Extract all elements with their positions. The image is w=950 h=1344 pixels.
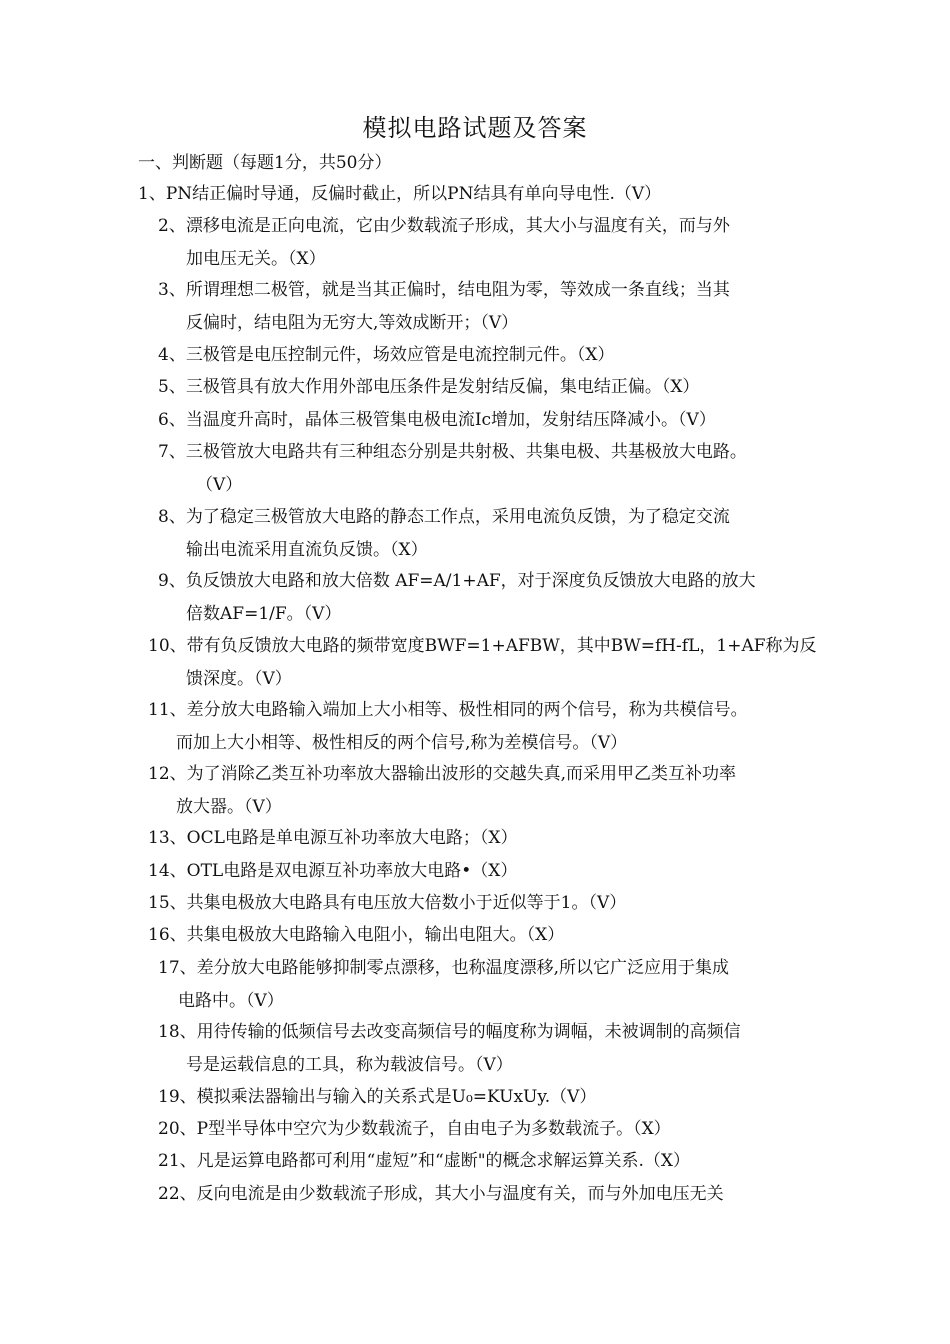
question-text: 9、负反馈放大电路和放大倍数 AF=A/1+AF，对于深度负反馈放大电路的放大	[158, 571, 756, 591]
question-item	[148, 855, 517, 888]
question-text: 3、所谓理想二极管，就是当其正偏时，结电阻为零，等效成一条直线；当其	[158, 280, 730, 300]
question-text-continued: （V）	[196, 475, 243, 495]
question-text: 20、P型半导体中空穴为少数载流子，自由电子为多数载流子。（X）	[158, 1119, 671, 1139]
question-text-continued: 倍数AF=1/F。（V）	[186, 604, 342, 624]
question-text: 17、差分放大电路能够抑制零点漂移，也称温度漂移,所以它广泛应用于集成	[158, 958, 730, 978]
question-text: 18、用待传输的低频信号去改变高频信号的幅度称为调幅，未被调制的高频信	[158, 1022, 741, 1042]
question-text-continued: 馈深度。（V）	[186, 669, 292, 689]
question-item	[158, 1113, 671, 1146]
question-text-continued: 反偏时，结电阻为无穷大,等效成断开；（V）	[186, 313, 519, 333]
question-item	[158, 274, 730, 340]
question-item	[148, 822, 517, 855]
question-item	[158, 952, 729, 1018]
question-text: 14、OTL电路是双电源互补功率放大电路•（X）	[148, 861, 518, 881]
question-item	[158, 404, 716, 437]
question-text: 4、三极管是电压控制元件，场效应管是电流控制元件。（X）	[158, 345, 615, 365]
question-text-continued: 号是运载信息的工具，称为载波信号。（V）	[186, 1055, 513, 1075]
question-item	[148, 630, 817, 696]
question-text: 19、模拟乘法器输出与输入的关系式是U₀=KUxUy.（V）	[158, 1087, 597, 1107]
question-text: 11、差分放大电路输入端加上大小相等、极性相同的两个信号，称为共模信号。	[148, 700, 748, 720]
question-text: 22、反向电流是由少数载流子形成，其大小与温度有关，而与外加电压无关	[158, 1184, 724, 1204]
question-text-continued: 放大器。（V）	[176, 797, 282, 817]
question-text: 21、凡是运算电路都可利用“虚短”和“虚断"的概念求解运算关系.（X）	[158, 1151, 691, 1171]
question-item	[158, 371, 699, 404]
question-item	[148, 887, 626, 920]
question-item	[148, 758, 736, 824]
question-text: 7、三极管放大电路共有三种组态分别是共射极、共集电极、共基极放大电路。	[158, 442, 747, 462]
question-item	[158, 1016, 741, 1082]
question-item	[148, 694, 748, 760]
question-item	[158, 501, 730, 567]
question-item	[158, 210, 730, 276]
question-text: 8、为了稳定三极管放大电路的静态工作点，采用电流负反馈，为了稳定交流	[158, 507, 730, 527]
question-text: 15、共集电极放大电路具有电压放大倍数小于近似等于1。（V）	[148, 893, 627, 913]
question-text: 13、OCL电路是单电源互补功率放大电路；（X）	[148, 828, 518, 848]
question-text-continued: 电路中。（V）	[178, 991, 284, 1011]
question-item	[158, 1145, 690, 1178]
question-text: 16、共集电极放大电路输入电阻小，输出电阻大。（X）	[148, 925, 565, 945]
question-text: 5、三极管具有放大作用外部电压条件是发射结反偏，集电结正偏。（X）	[158, 377, 700, 397]
question-item	[148, 919, 564, 952]
question-text: 1、PN结正偏时导通，反偏时截止，所以PN结具有单向导电性.（V）	[138, 184, 662, 204]
question-text-continued: 加电压无关。（X）	[186, 249, 326, 269]
question-item	[138, 178, 661, 211]
question-text-continued: 而加上大小相等、极性相反的两个信号,称为差模信号。（V）	[176, 733, 628, 753]
question-item	[158, 339, 614, 372]
question-text: 12、为了消除乙类互补功率放大器输出波形的交越失真,而采用甲乙类互补功率	[148, 764, 737, 784]
page-title: 模拟电路试题及答案	[362, 114, 588, 142]
section-heading: 一、判断题（每题1分，共50分）	[138, 153, 392, 173]
question-text: 6、当温度升高时，晶体三极管集电极电流Ic增加，发射结压降减小。（V）	[158, 410, 716, 430]
question-item	[158, 1081, 596, 1114]
question-text: 10、带有负反馈放大电路的频带宽度BWF=1+AFBW，其中BW=fH-fL，1+AF称为反	[148, 636, 817, 656]
question-item	[158, 436, 747, 502]
question-text-continued: 输出电流采用直流负反馈。（X）	[186, 540, 428, 560]
question-text: 2、漂移电流是正向电流，它由少数载流子形成，其大小与温度有关，而与外	[158, 216, 730, 236]
question-item	[158, 1178, 724, 1211]
question-item	[158, 565, 756, 631]
